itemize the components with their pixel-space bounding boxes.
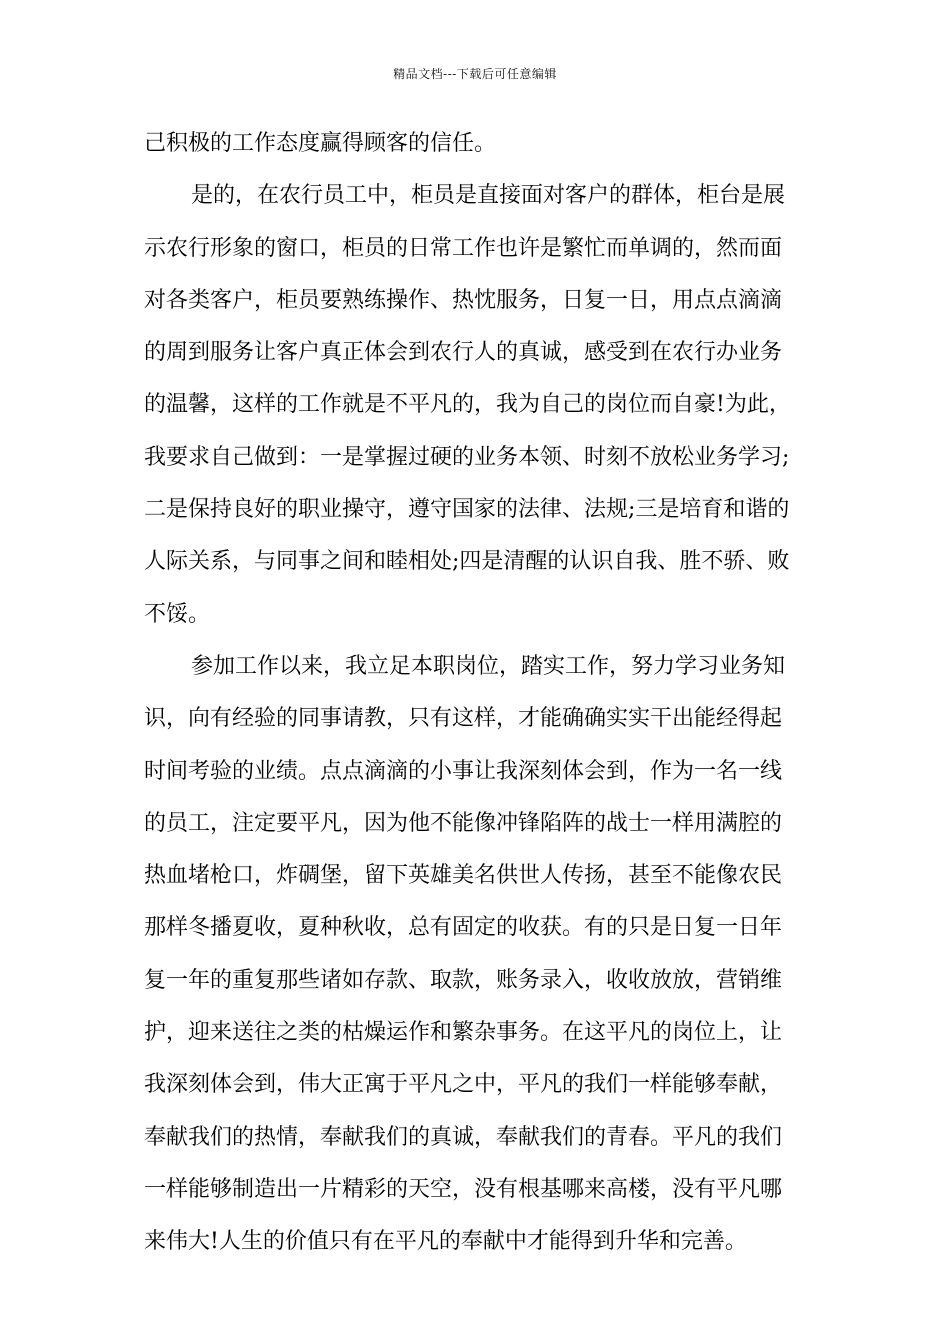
- text-line: 己积极的工作态度赢得顾客的信任。: [144, 131, 497, 156]
- text-line: 奉献我们的热情，奉献我们的真诚，奉献我们的青春。平凡的我们: [144, 1124, 783, 1150]
- text-line: 二是保持良好的职业操守，遵守国家的法律、法规;三是培育和谐的: [144, 497, 790, 523]
- text-line: 一样能够制造出一片精彩的天空，没有根基哪来高楼，没有平凡哪: [144, 1176, 783, 1202]
- text-line: 识，向有经验的同事请教，只有这样，才能确确实实干出能经得起: [144, 706, 783, 732]
- text-line: 护，迎来送往之类的枯燥运作和繁杂事务。在这平凡的岗位上，让: [144, 1020, 783, 1046]
- page-header: 精品文档---下载后可任意编辑: [393, 67, 557, 81]
- text-line: 的周到服务让客户真正体会到农行人的真诚，感受到在农行办业务: [144, 340, 783, 366]
- text-line: 我要求自己做到：一是掌握过硬的业务本领、时刻不放松业务学习;: [144, 444, 790, 470]
- text-line: 我深刻体会到，伟大正寓于平凡之中，平凡的我们一样能够奉献，: [144, 1072, 783, 1098]
- text-line: 来伟大!人生的价值只有在平凡的奉献中才能得到升华和完善。: [144, 1229, 747, 1255]
- text-line: 对各类客户，柜员要熟练操作、热忱服务，日复一日，用点点滴滴: [144, 287, 783, 313]
- text-line: 热血堵枪口，炸碉堡，留下英雄美名供世人传扬，甚至不能像农民: [144, 863, 783, 889]
- text-line: 复一年的重复那些诸如存款、取款，账务录入，收收放放，营销维: [144, 967, 783, 993]
- text-line: 时间考验的业绩。点点滴滴的小事让我深刻体会到，作为一名一线: [144, 758, 783, 784]
- text-line: 不馁。: [144, 601, 211, 627]
- paragraph-first-line: 参加工作以来，我立足本职岗位，踏实工作，努力学习业务知: [191, 653, 786, 679]
- document-body: [144, 118, 808, 1269]
- text-line: 人际关系，与同事之间和睦相处;四是清醒的认识自我、胜不骄、败: [144, 549, 790, 575]
- text-line: 的员工，注定要平凡，因为他不能像冲锋陷阵的战士一样用满腔的: [144, 810, 783, 836]
- paragraph-first-line: 是的，在农行员工中，柜员是直接面对客户的群体，柜台是展: [191, 183, 786, 209]
- text-line: 示农行形象的窗口，柜员的日常工作也许是繁忙而单调的，然而面: [144, 235, 783, 261]
- text-line: 的温馨，这样的工作就是不平凡的，我为自己的岗位而自豪!为此，: [144, 392, 791, 418]
- text-line: 那样冬播夏收，夏种秋收，总有固定的收获。有的只是日复一日年: [144, 915, 783, 941]
